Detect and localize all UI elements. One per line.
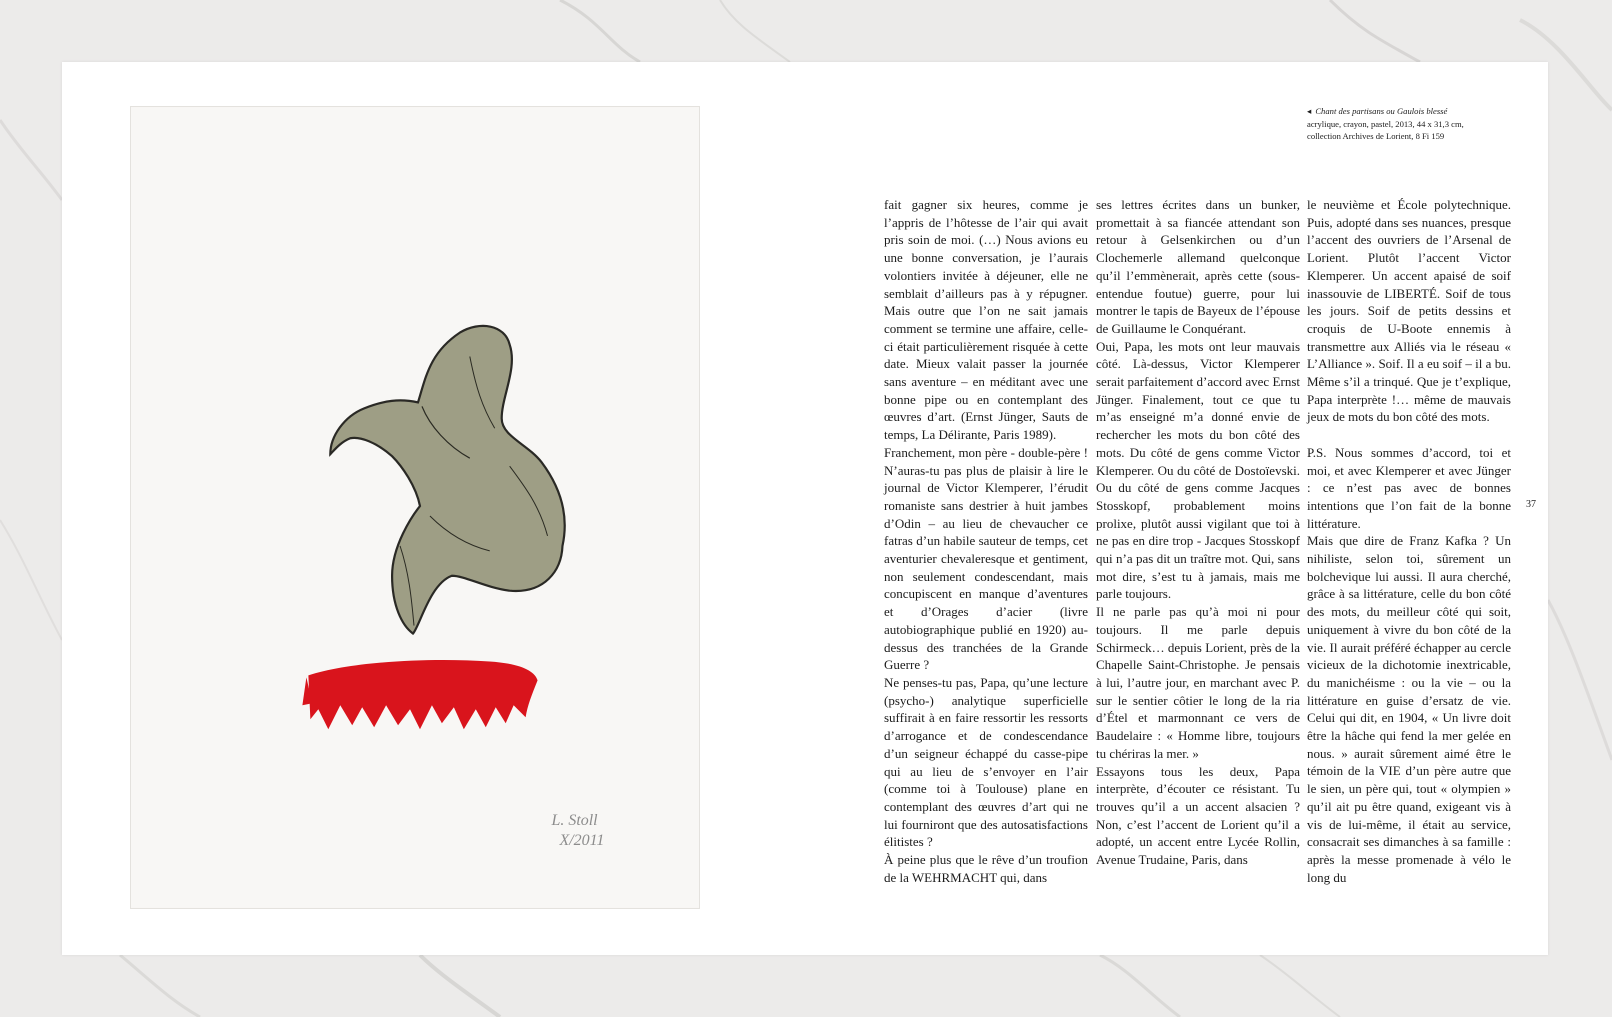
page-number: 37: [1526, 499, 1536, 510]
paragraph: le neuvième et École polytechnique. Puis, adopté dans ses nuances, presque l’accent des ouvriers de l’Arsenal de Lorient. Plutôt l’accent Victor Klemperer. Un accent apaisé de soif inassouvie de LIBERTÉ. Soif de tous les jours. Soif de petits dessins et croquis de U-Boote ennemis à transmettre aux Alliés via le réseau « L’Alliance ». Soif. Il a eu soif – il a bu. Même s’il a trinqué. Que je t’explique, Papa interprète !… même de mauvais jeux de mots du bon côté des mots.: [1307, 197, 1511, 425]
paragraph: Ne penses-tu pas, Papa, qu’une lecture (psycho-) analytique superficielle suffirait à en faire ressortir les ressorts d’arrogance et de condescendance d’un seigneur échappé du casse-pipe qui au lieu de s’envoyer en l’air (comme toi à Toulouse) plane en contemplant des œuvres d’art qui ne lui fourniront que des autosatisfactions élitistes ?: [884, 674, 1088, 850]
artwork-caption: [1307, 105, 1517, 143]
paragraph: Oui, Papa, les mots ont leur mauvais côté. Là-dessus, Victor Klemperer serait parfaitement d’accord avec Ernst Jünger. Finalement, tout ce que tu m’as enseigné m’a donné envie de rechercher les mots du bon côté des mots. Du côté de gens comme Victor Klemperer. Ou du côté de Dostoïevski. Ou du côté de gens comme Jacques Stosskopf, probablement moins prolixe, plutôt aussi vigilant que toi à ne pas en dire trop - Jacques Stosskopf qui n’a pas dit un traître mot. Qui, sans mot dire, s’est tu à jamais, mais me parle toujours.: [1096, 338, 1300, 602]
signature-date: X/2011: [559, 831, 605, 849]
caption-line-2: collection Archives de Lorient, 8 Fi 159: [1307, 131, 1445, 141]
text-column-2: [1096, 196, 1300, 869]
artwork-drawing: [131, 107, 699, 908]
caption-arrow-icon: ◂: [1307, 106, 1312, 116]
artwork-image: [130, 106, 700, 909]
text-column-1: [884, 196, 1088, 886]
paragraph: À peine plus que le rêve d’un troufion de la WEHRMACHT qui, dans: [884, 852, 1088, 885]
paragraph: Essayons tous les deux, Papa interprète, d’écouter ce résistant. Tu trouves qu’il a un accent alsacien ? Non, c’est l’accent de Lorient qu’il a adopté, un accent entre Lycée Rollin, Avenue Trudaine, Paris, dans: [1096, 763, 1300, 868]
text-column-3: [1307, 196, 1511, 886]
paragraph: ses lettres écrites dans un bunker, promettait à sa fiancée attendant son retour à Gelsenkirchen ou d’un Clochemerle allemand quelconque qu’il l’emmènerait, après cette (sous-entendue foutue) guerre, pour lui montrer le tapis de Bayeux de l’épouse de Guillaume le Conquérant.: [1096, 197, 1300, 336]
paragraph: Mais que dire de Franz Kafka ? Un nihiliste, selon toi, sûrement un bolchevique lui aussi. Il aura cherché, grâce à sa littérature, celle du bon côté des mots, du meilleur côté qui soit, uniquement à vivre du bon côté de la vie. Il aurait préféré échapper au cercle vicieux de la dichotomie inextricable, du manichéisme : ou la vie – ou la littérature en guise d’ersatz de vie. Celui qui dit, en 1904, « Un livre doit être la hâche qui fend la mer gelée en nous. » aurait sûrement aimé être le témoin de la VIE d’un père autre que le sien, un père qui, tout « olympien » qu’il ait pu être quand, exigeant vis à vis de lui-même, il était au service, consacrait ses dimanches à sa famille : après la messe promenade à vélo le long du: [1307, 533, 1511, 885]
caption-line-1: acrylique, crayon, pastel, 2013, 44 x 31,3 cm,: [1307, 118, 1464, 129]
caption-title: Chant des partisans ou Gaulois blessé: [1315, 106, 1448, 116]
signature-name: L. Stoll: [551, 811, 598, 829]
paragraph: P.S. Nous sommes d’accord, toi et moi, et avec Klemperer et avec Jünger : ce n’est pas avec de bonnes intentions que l’on fait de la bonne littérature.: [1307, 444, 1511, 531]
paragraph: Il ne parle pas qu’à moi ni pour toujours. Il me parle depuis Schirmeck… depuis Lorient, près de la Chapelle Saint-Christophe. Je pensais à lui, l’autre jour, en marchant avec P. sur le sentier côtier le long de la ria d’Étel et marmonnant ce vers de Baudelaire : « Homme libre, toujours tu chériras la mer. »: [1096, 604, 1300, 761]
paragraph: fait gagner six heures, comme je l’appris de l’hôtesse de l’air qui avait pris soin de moi. (…) Nous avions eu une bonne conversation, je l’aurais volontiers invitée à déjeuner, elle ne semblait d’ailleurs pas à y répugner. Mais outre que l’on ne sait jamais comment se termine une affaire, celle-ci était particulièrement risquée à cette date. Mieux valait passer la journée sans aventure – en méditant avec une bonne pipe ou en contemplant des œuvres d’art. (Ernst Jünger, Sauts de temps, La Délirante, Paris 1989).: [884, 197, 1088, 443]
paragraph: Franchement, mon père - double-père ! N’auras-tu pas plus de plaisir à lire le journal de Victor Klemperer, l’érudit romaniste sans destrier à huit jambes d’Odin – au lieu de chevaucher ce fatras d’un habile sauteur de temps, cet aventurier chevaleresque et gentiment, non seulement condescendant, mais concupiscent en manque d’aventures et d’Orages d’acier (livre autobiographique publié en 1920) au-dessus des tranchées de la Grande Guerre ?: [884, 444, 1088, 673]
